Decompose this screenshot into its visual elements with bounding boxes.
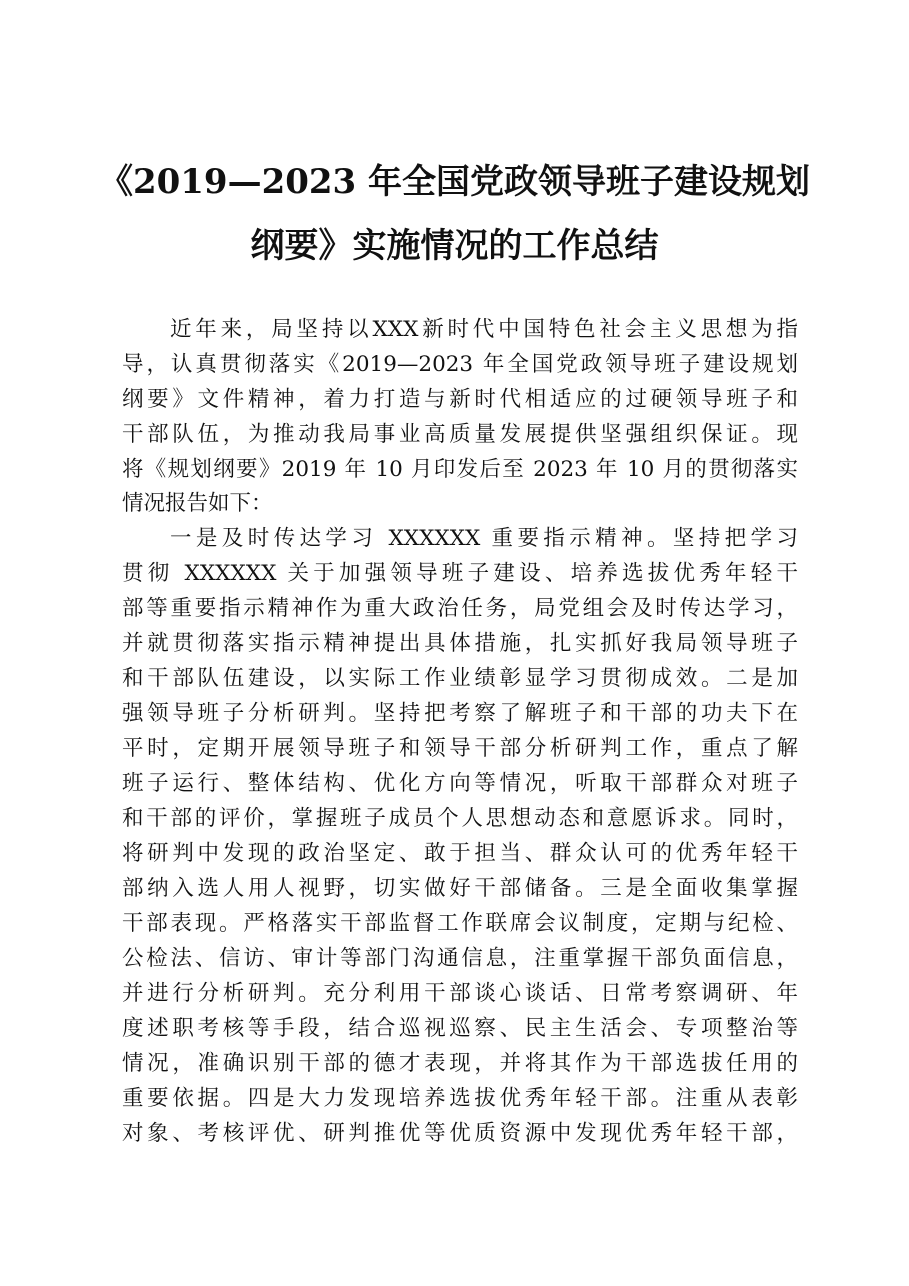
paragraph-2-line-17: 重要依据。四是大力发现培养选拔优秀年轻干部。注重从表彰 bbox=[122, 1086, 798, 1111]
paragraph-2-line-5: 和干部队伍建设，以实际工作业绩彰显学习贯彻成效。二是加 bbox=[122, 666, 798, 691]
paragraph-2-line-8: 班子运行、整体结构、优化方向等情况，听取干部群众对班子 bbox=[122, 771, 798, 796]
paragraph-2-line-9: 和干部的评价，掌握班子成员个人思想动态和意愿诉求。同时， bbox=[122, 806, 798, 831]
paragraph-2-line-7: 平时，定期开展领导班子和领导干部分析研判工作，重点了解 bbox=[122, 736, 798, 761]
paragraph-1-line-4: 干部队伍，为推动我局事业高质量发展提供坚强组织保证。现 bbox=[122, 422, 798, 447]
paragraph-1-line-3: 纲要》文件精神，着力打造与新时代相适应的过硬领导班子和 bbox=[122, 387, 798, 412]
document-title-line-1: 《2019—2023 年全国党政领导班子建设规划 bbox=[98, 162, 811, 202]
paragraph-2-line-2: 贯彻 XXXXXX 关于加强领导班子建设、培养选拔优秀年轻干 bbox=[122, 561, 798, 586]
paragraph-2-line-18: 对象、考核评优、研判推优等优质资源中发现优秀年轻干部， bbox=[122, 1121, 798, 1146]
paragraph-2-line-4: 并就贯彻落实指示精神提出具体措施，扎实抓好我局领导班子 bbox=[122, 631, 798, 656]
document-title-line-2: 纲要》实施情况的工作总结 bbox=[250, 226, 659, 266]
paragraph-2-line-14: 并进行分析研判。充分利用干部谈心谈话、日常考察调研、年 bbox=[122, 981, 798, 1006]
paragraph-2-line-16: 情况，准确识别干部的德才表现，并将其作为干部选拔任用的 bbox=[122, 1051, 798, 1076]
paragraph-1-line-1: 近年来，局坚持以XXX新时代中国特色社会主义思想为指 bbox=[170, 317, 798, 342]
paragraph-2-line-15: 度述职考核等手段，结合巡视巡察、民主生活会、专项整治等 bbox=[122, 1016, 798, 1041]
paragraph-1-line-2: 导，认真贯彻落实《2019—2023 年全国党政领导班子建设规划 bbox=[122, 352, 798, 377]
paragraph-2-line-6: 强领导班子分析研判。坚持把考察了解班子和干部的功夫下在 bbox=[122, 701, 798, 726]
paragraph-2-line-3: 部等重要指示精神作为重大政治任务，局党组会及时传达学习， bbox=[122, 596, 798, 621]
paragraph-2-line-1: 一是及时传达学习 XXXXXX 重要指示精神。坚持把学习 bbox=[170, 526, 798, 551]
paragraph-1-line-6: 情况报告如下： bbox=[122, 491, 273, 516]
paragraph-2-line-12: 干部表现。严格落实干部监督工作联席会议制度，定期与纪检、 bbox=[122, 911, 798, 936]
paragraph-2-line-10: 将研判中发现的政治坚定、敢于担当、群众认可的优秀年轻干 bbox=[122, 841, 798, 866]
paragraph-1-line-5: 将《规划纲要》2019 年 10 月印发后至 2023 年 10 月的贯彻落实 bbox=[122, 457, 798, 482]
paragraph-2-line-13: 公检法、信访、审计等部门沟通信息，注重掌握干部负面信息， bbox=[122, 946, 798, 971]
paragraph-2-line-11: 部纳入选人用人视野，切实做好干部储备。三是全面收集掌握 bbox=[122, 876, 798, 901]
